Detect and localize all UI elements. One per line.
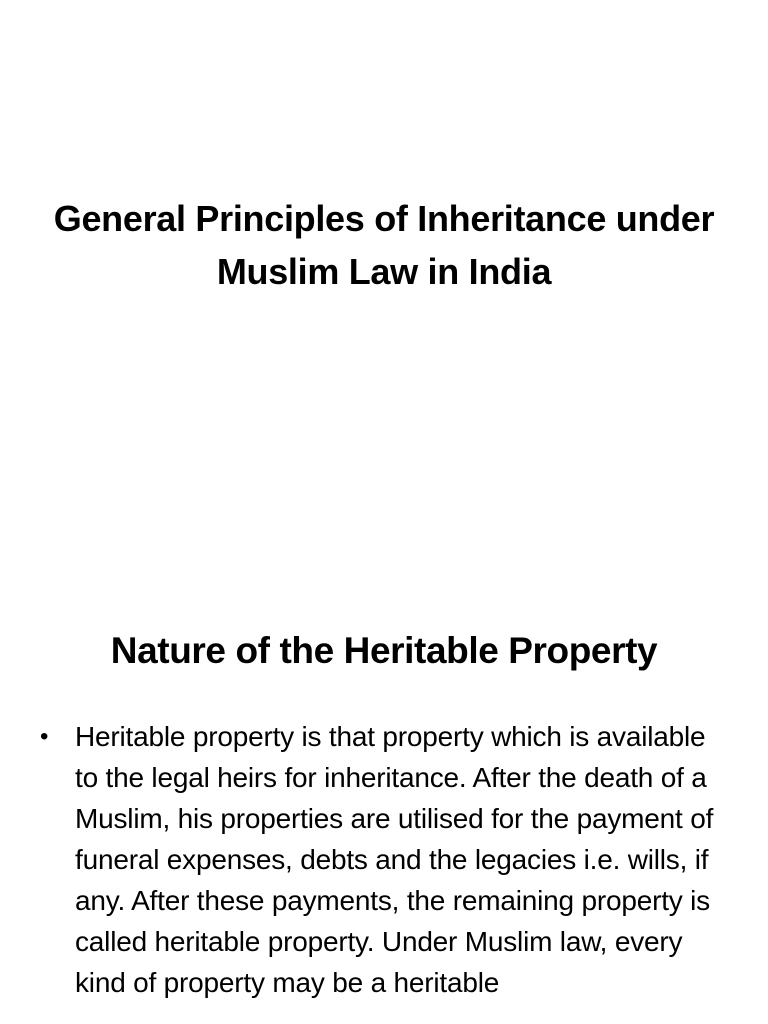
bullet-text: Heritable property is that property which is available to the legal heirs for inheritance. After the death of a Muslim, his properties are utilised for the payment of funeral expenses, debts and the legacies i.e. wills, if any. After these payments, the remaining property is called heritable property. Under Muslim law, every kind of property may be a heritable (75, 721, 714, 998)
slide-title-heading: General Principles of Inheritance under Muslim Law in India (53, 198, 715, 292)
slide-content-heading: Nature of the Heritable Property (110, 630, 658, 671)
slide-content (0, 576, 768, 1024)
bullet-item (40, 716, 732, 1003)
bullet-marker: • (40, 723, 49, 750)
bullet-list (40, 716, 732, 1003)
